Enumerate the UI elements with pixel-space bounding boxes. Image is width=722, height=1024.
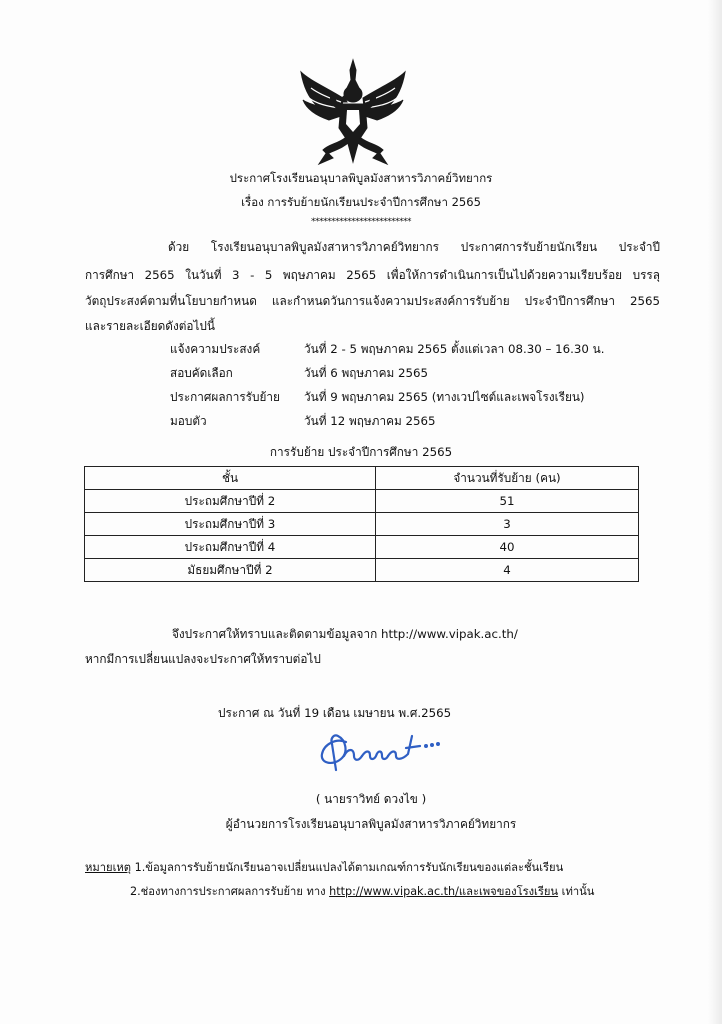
- signer-position: ผู้อำนวยการโรงเรียนอนุบาลพิบูลมังสาหารวิภาคย์วิทยากร: [225, 817, 517, 831]
- note-item-2-suffix: เท่านั้น: [558, 885, 595, 898]
- schedule-label: ประกาศผลการรับย้าย: [170, 390, 280, 404]
- column-header-grade: ชั้น: [85, 467, 376, 490]
- grade-cell: ประถมศึกษาปีที่ 3: [85, 513, 376, 536]
- school-website-link[interactable]: http://www.vipak.ac.th/และเพจของโรงเรียน: [329, 885, 559, 898]
- schedule-label: มอบตัว: [170, 414, 207, 428]
- garuda-emblem-icon: [297, 58, 409, 168]
- enrollment-table: [84, 466, 639, 582]
- note-line-1: [85, 861, 563, 874]
- closing-line-1: จึงประกาศให้ทราบและติดตามข้อมูลจาก http://www.vipak.ac.th/: [172, 627, 518, 641]
- count-cell: 51: [376, 490, 639, 513]
- schedule-label: แจ้งความประสงค์: [170, 342, 261, 356]
- table-row: [85, 536, 639, 559]
- body-line-1: ด้วย โรงเรียนอนุบาลพิบูลมังสาหารวิภาคย์วิทยากร ประกาศการรับย้ายนักเรียน ประจำปี: [168, 240, 660, 254]
- note-item-2-prefix: 2.ช่องทางการประกาศผลการรับย้าย ทาง: [130, 885, 330, 898]
- grade-cell: ประถมศึกษาปีที่ 4: [85, 536, 376, 559]
- schedule-value: วันที่ 12 พฤษภาคม 2565: [304, 414, 436, 428]
- announcement-date: ประกาศ ณ วันที่ 19 เดือน เมษายน พ.ศ.2565: [218, 706, 452, 720]
- document-title: ประกาศโรงเรียนอนุบาลพิบูลมังสาหารวิภาคย์วิทยากร: [229, 171, 493, 185]
- heading-divider: *************************: [311, 217, 411, 227]
- schedule-value: วันที่ 9 พฤษภาคม 2565 (ทางเวปไซต์และเพจโรงเรียน): [304, 390, 585, 404]
- note-label: หมายเหตุ: [85, 861, 132, 874]
- signature-icon: [316, 726, 456, 778]
- count-cell: 3: [376, 513, 639, 536]
- body-line-3: วัตถุประสงค์ตามที่นโยบายกำหนด และกำหนดวันการแจ้งความประสงค์การรับย้าย ประจำปีการศึกษา 2565: [85, 294, 660, 308]
- note-item-1: 1.ข้อมูลการรับย้ายนักเรียนอาจเปลี่ยนแปลงได้ตามเกณฑ์การรับนักเรียนของแต่ละชั้นเรียน: [131, 861, 564, 874]
- table-header-row: [85, 467, 639, 490]
- table-row: [85, 513, 639, 536]
- signer-name: ( นายราวิทย์ ดวงไข ): [315, 792, 427, 806]
- body-line-4: และรายละเอียดดังต่อไปนี้: [85, 319, 215, 333]
- note-line-2: [130, 885, 594, 898]
- grade-cell: มัธยมศึกษาปีที่ 2: [85, 559, 376, 582]
- closing-line-2: หากมีการเปลี่ยนแปลงจะประกาศให้ทราบต่อไป: [85, 652, 321, 666]
- table-caption: การรับย้าย ประจำปีการศึกษา 2565: [269, 445, 453, 459]
- schedule-value: วันที่ 6 พฤษภาคม 2565: [304, 366, 429, 380]
- schedule-value: วันที่ 2 - 5 พฤษภาคม 2565 ตั้งแต่เวลา 08.30 – 16.30 น.: [304, 342, 605, 356]
- count-cell: 4: [376, 559, 639, 582]
- grade-cell: ประถมศึกษาปีที่ 2: [85, 490, 376, 513]
- body-line-2: การศึกษา 2565 ในวันที่ 3 - 5 พฤษภาคม 2565 เพื่อให้การดำเนินการเป็นไปด้วยความเรียบร้อย บรรลุ: [85, 268, 660, 282]
- count-cell: 40: [376, 536, 639, 559]
- column-header-count: จำนวนที่รับย้าย (คน): [376, 467, 639, 490]
- document-subject: เรื่อง การรับย้ายนักเรียนประจำปีการศึกษา 2565: [241, 195, 481, 209]
- table-row: [85, 490, 639, 513]
- schedule-label: สอบคัดเลือก: [170, 366, 233, 380]
- table-row: [85, 559, 639, 582]
